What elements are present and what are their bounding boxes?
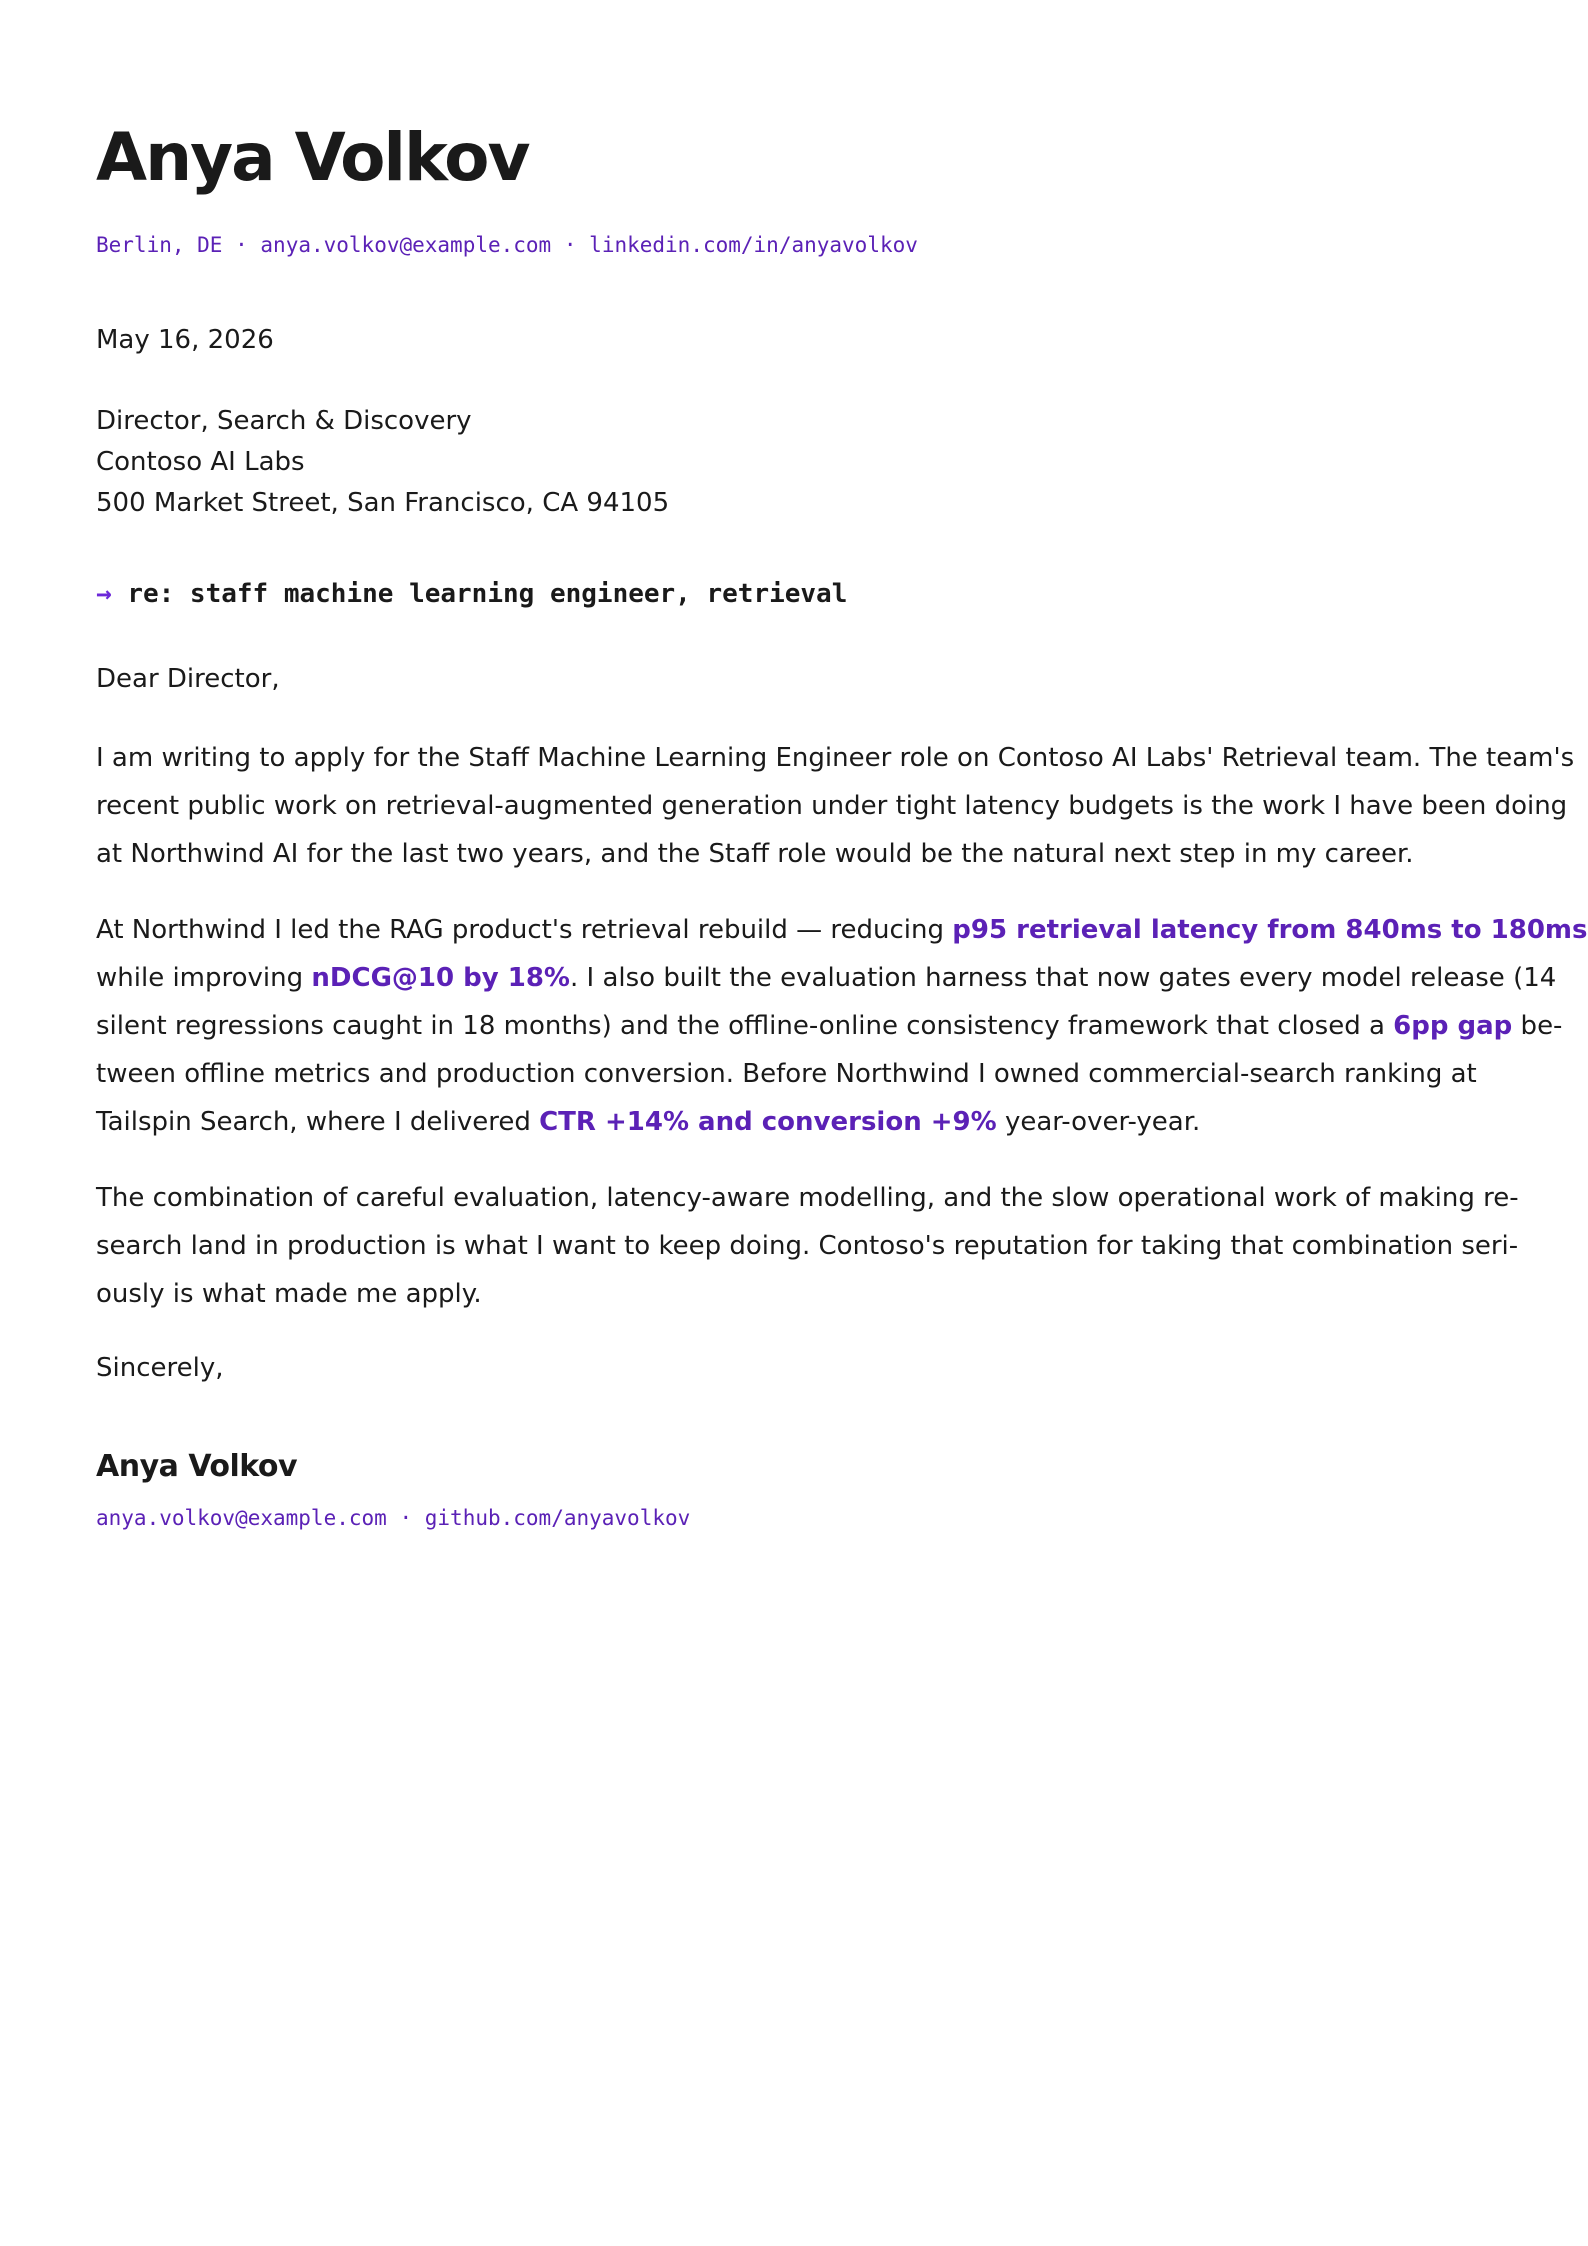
paragraph-line: ously is what made me apply. xyxy=(96,1279,482,1309)
highlight-ndcg: nDCG@10 by 18% xyxy=(311,963,570,993)
text-run: year-over-year. xyxy=(996,1107,1201,1137)
paragraph-line xyxy=(96,906,1588,954)
highlight-gap: 6pp gap xyxy=(1393,1011,1513,1041)
text-run: . I also built the evaluation harness that now gates every model release (14 xyxy=(569,963,1557,993)
recipient-address: 500 Market Street, San Francisco, CA 94105 xyxy=(96,488,670,518)
paragraph-line: I am writing to apply for the Staff Machine Learning Engineer role on Contoso AI Labs' Retrieval team. The team's xyxy=(96,743,1575,773)
text-run: Tailspin Search, where I delivered xyxy=(96,1107,540,1137)
contact-email-link[interactable]: anya.volkov@example.com xyxy=(260,233,552,257)
highlight-latency: p95 retrieval latency from 840ms to 180ms xyxy=(952,915,1588,945)
paragraph-line: The combination of careful evaluation, latency-aware modelling, and the slow operational work of making re- xyxy=(96,1183,1519,1213)
arrow-right-icon: → xyxy=(96,579,112,609)
text-run: be- xyxy=(1512,1011,1563,1041)
highlight-ctr: CTR +14% and conversion +9% xyxy=(539,1107,997,1137)
paragraph-motivation xyxy=(96,1174,1519,1318)
subject-text: re: staff machine learning engineer, retrieval xyxy=(127,579,848,609)
letter-date: May 16, 2026 xyxy=(96,325,274,355)
paragraph-line: at Northwind AI for the last two years, and the Staff role would be the natural next step in my career. xyxy=(96,839,1414,869)
paragraph-line: search land in production is what I want to keep doing. Contoso's reputation for taking that combination seri- xyxy=(96,1231,1519,1261)
contact-location: Berlin, DE xyxy=(96,233,223,257)
applicant-name: Anya Volkov xyxy=(96,119,529,196)
paragraph-line: recent public work on retrieval-augmented generation under tight latency budgets is the work I have been doing xyxy=(96,791,1568,821)
signature-github-link[interactable]: github.com/anyavolkov xyxy=(424,1506,691,1530)
signature-name: Anya Volkov xyxy=(96,1449,298,1484)
header-contact-line xyxy=(96,231,918,259)
recipient-block xyxy=(96,401,669,524)
text-run: silent regressions caught in 18 months) and the offline-online consistency framework that closed a xyxy=(96,1011,1394,1041)
paragraph-experience xyxy=(96,906,1588,1146)
contact-linkedin-link[interactable]: linkedin.com/in/anyavolkov xyxy=(589,233,918,257)
paragraph-line xyxy=(96,1098,1496,1146)
subject-line xyxy=(96,576,847,612)
contact-separator: · xyxy=(235,233,248,257)
text-run: At Northwind I led the RAG product's retrieval rebuild — reducing xyxy=(96,915,953,945)
paragraph-line xyxy=(96,1002,1563,1050)
recipient-company: Contoso AI Labs xyxy=(96,447,305,477)
paragraph-line: tween offline metrics and production conversion. Before Northwind I owned commercial-search ranking at xyxy=(96,1059,1477,1089)
paragraph-line xyxy=(96,954,1557,1002)
recipient-title: Director, Search & Discovery xyxy=(96,406,472,436)
paragraph-intro xyxy=(96,734,1575,878)
text-run: while improving xyxy=(96,963,312,993)
signature-email-link[interactable]: anya.volkov@example.com xyxy=(96,1506,387,1530)
signature-contact-line xyxy=(96,1504,690,1532)
contact-separator: · xyxy=(399,1506,413,1530)
salutation: Dear Director, xyxy=(96,664,280,694)
closing: Sincerely, xyxy=(96,1353,224,1383)
contact-separator: · xyxy=(563,233,577,257)
